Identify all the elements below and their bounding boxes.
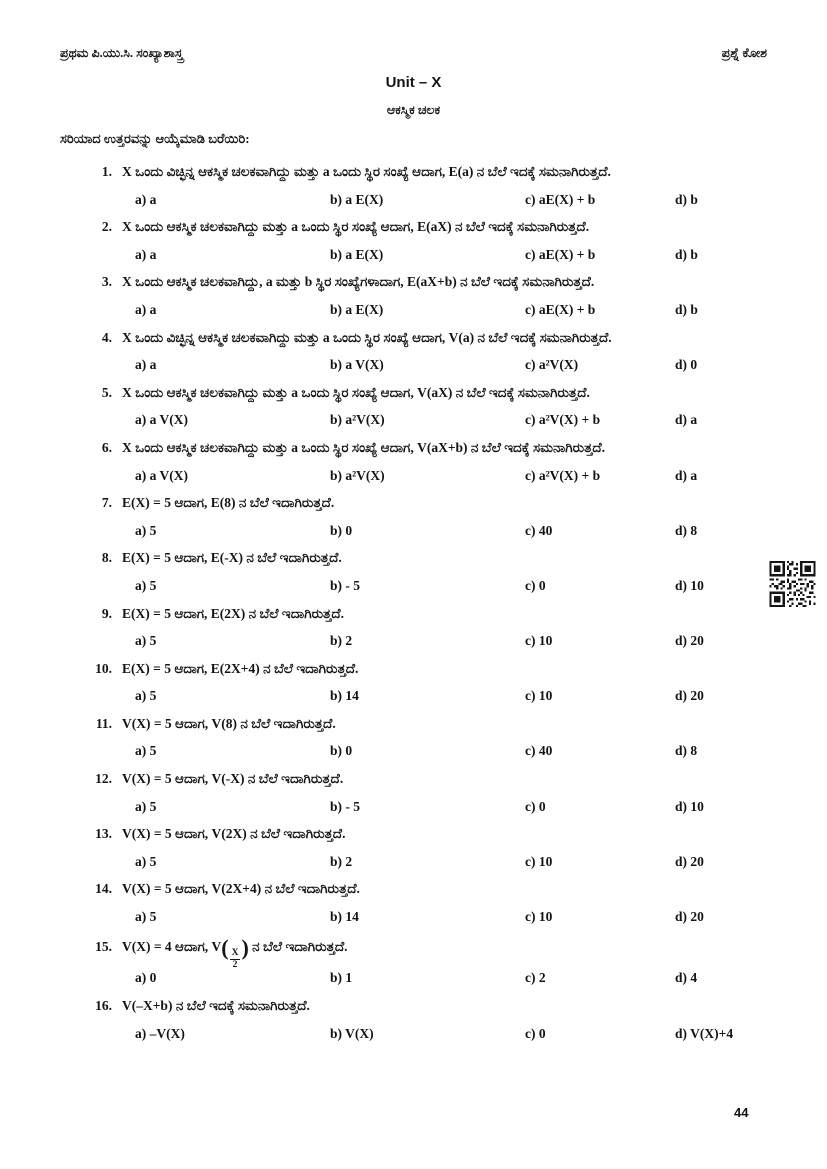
- question-text: E(X) = 5 ಆದಾಗ, E(8) ನ ಬೆಲೆ ಇದಾಗಿರುತ್ತದೆ.: [122, 495, 335, 511]
- option-a: a) 5: [135, 633, 157, 649]
- option-b: b) a V(X): [330, 357, 384, 373]
- option-a: a) 5: [135, 743, 157, 759]
- close-paren: ): [241, 934, 249, 960]
- question-number: 12.: [95, 771, 112, 787]
- question-number: 2.: [101, 219, 112, 235]
- option-b: b) 0: [330, 743, 353, 759]
- question-5: [60, 385, 777, 440]
- chapter-title: ಆಕಸ್ಮಿಕ ಚಲಕ: [386, 103, 441, 117]
- option-a: a) a: [135, 191, 157, 207]
- question-line: [60, 661, 777, 689]
- option-d: d) 20: [675, 853, 704, 869]
- option-c: c) 10: [525, 853, 553, 869]
- question-text: X ಒಂದು ವಿಚ್ಛಿನ್ನ ಆಕಸ್ಮಿಕ ಚಲಕವಾಗಿದ್ದು ಮತ್ತು a ಒಂದು ಸ್ಥಿರ ಸಂಖ್ಯೆ ಆದಾಗ, E(a) ನ ಬೆಲೆ ಇದಕ್ಕೆ ಸಮನಾಗಿರುತ್ತದೆ.: [122, 164, 611, 179]
- question-number: 7.: [101, 495, 112, 511]
- options-row: [60, 1026, 777, 1054]
- option-c: c) aE(X) + b: [525, 246, 596, 262]
- question-number: 13.: [95, 826, 112, 842]
- open-paren: (: [221, 934, 229, 960]
- qr-code-image: [768, 561, 817, 607]
- question-text: E(X) = 5 ಆದಾಗ, E(-X) ನ ಬೆಲೆ ಇದಾಗಿರುತ್ತದೆ.: [122, 550, 342, 566]
- question-4: [60, 330, 777, 385]
- question-text: [122, 934, 777, 971]
- question-text: V(X) = 5 ಆದಾಗ, V(-X) ನ ಬೆಲೆ ಇದಾಗಿರುತ್ತದೆ.: [122, 771, 344, 787]
- option-b: b) a E(X): [330, 301, 384, 317]
- question-15: [60, 934, 777, 998]
- options-row: [60, 909, 777, 937]
- question-number: 9.: [101, 605, 112, 621]
- options-row: [60, 743, 777, 771]
- option-b: b) 2: [330, 633, 353, 649]
- option-b: b) a²V(X): [330, 412, 385, 428]
- question-10: [60, 661, 777, 716]
- option-d: d) a: [675, 467, 698, 483]
- question-text: V(–X+b) ನ ಬೆಲೆ ಇದಕ್ಕೆ ಸಮನಾಗಿರುತ್ತದೆ.: [122, 998, 310, 1014]
- option-a: a) 5: [135, 853, 157, 869]
- qr-code: [768, 561, 817, 607]
- question-number: 4.: [101, 329, 112, 345]
- question-text: X ಒಂದು ಆಕಸ್ಮಿಕ ಚಲಕವಾಗಿದ್ದು, a ಮತ್ತು b ಸ್ಥಿರ ಸಂಖ್ಯೆಗಳಾದಾಗ, E(aX+b) ನ ಬೆಲೆ ಇದಕ್ಕೆ ಸಮನಾಗಿರುತ್ತದೆ.: [122, 274, 595, 290]
- header-subject: ಪ್ರಥಮ ಪಿ.ಯು.ಸಿ. ಸಂಖ್ಯಾಶಾಸ್ತ್ರ: [60, 46, 183, 60]
- question-3: [60, 274, 777, 329]
- option-b: b) a²V(X): [330, 467, 385, 483]
- option-d: d) 10: [675, 798, 704, 814]
- question-6: [60, 440, 777, 495]
- options-row: [60, 523, 777, 551]
- options-row: [60, 578, 777, 606]
- option-a: a) 0: [135, 970, 157, 986]
- question-line: [60, 550, 777, 578]
- question-11: [60, 716, 777, 771]
- option-a: a) 5: [135, 522, 157, 538]
- question-line: [60, 440, 777, 468]
- option-d: d) 20: [675, 688, 704, 704]
- question-number: 14.: [95, 881, 112, 897]
- options-row: [60, 970, 777, 998]
- option-b: b) 14: [330, 688, 359, 704]
- options-row: [60, 633, 777, 661]
- option-d: d) 8: [675, 743, 698, 759]
- question-number: 8.: [101, 550, 112, 566]
- header-question-bank: ಪ್ರಶ್ನೆ ಕೋಶ: [721, 46, 767, 60]
- option-c: c) 40: [525, 522, 553, 538]
- option-a: a) a: [135, 301, 157, 317]
- options-row: [60, 357, 777, 385]
- option-d: d) 20: [675, 909, 704, 925]
- question-text: X ಒಂದು ವಿಚ್ಛಿನ್ನ ಆಕಸ್ಮಿಕ ಚಲಕವಾಗಿದ್ದು ಮತ್ತು a ಒಂದು ಸ್ಥಿರ ಸಂಖ್ಯೆ ಆದಾಗ, V(a) ನ ಬೆಲೆ ಇದಕ್ಕೆ ಸಮನಾಗಿರುತ್ತದೆ.: [122, 329, 612, 345]
- option-c: c) aE(X) + b: [525, 191, 596, 207]
- options-row: [60, 688, 777, 716]
- question-7: [60, 495, 777, 550]
- question-line: [60, 219, 777, 247]
- option-c: c) a²V(X): [525, 357, 579, 373]
- option-c: c) a²V(X) + b: [525, 412, 601, 428]
- options-row: [60, 854, 777, 882]
- option-d: d) b: [675, 246, 698, 262]
- option-a: a) 5: [135, 909, 157, 925]
- question-text: X ಒಂದು ಆಕಸ್ಮಿಕ ಚಲಕವಾಗಿದ್ದು ಮತ್ತು a ಒಂದು ಸ್ಥಿರ ಸಂಖ್ಯೆ ಆದಾಗ, V(aX) ನ ಬೆಲೆ ಇದಕ್ಕೆ ಸಮನಾಗಿರುತ್ತದೆ.: [122, 384, 590, 400]
- question-line: [60, 716, 777, 744]
- question-number: 5.: [101, 384, 112, 400]
- question-line: [60, 164, 777, 192]
- option-a: a) 5: [135, 577, 157, 593]
- option-c: c) 10: [525, 688, 553, 704]
- option-d: d) 20: [675, 633, 704, 649]
- options-row: [60, 302, 777, 330]
- question-line: [60, 274, 777, 302]
- option-c: c) a²V(X) + b: [525, 467, 601, 483]
- question-list: [60, 164, 777, 1053]
- question-line: [60, 826, 777, 854]
- question-9: [60, 606, 777, 661]
- options-row: [60, 799, 777, 827]
- question-14: [60, 881, 777, 936]
- option-c: c) 0: [525, 1025, 546, 1041]
- option-c: c) 0: [525, 577, 546, 593]
- option-b: b) a E(X): [330, 191, 384, 207]
- option-a: a) 5: [135, 688, 157, 704]
- options-row: [60, 412, 777, 440]
- question-line: [60, 330, 777, 358]
- option-d: d) V(X)+4: [675, 1025, 734, 1041]
- page-number: 44: [734, 1105, 749, 1120]
- question-line: [60, 998, 777, 1026]
- question-text: X ಒಂದು ಆಕಸ್ಮಿಕ ಚಲಕವಾಗಿದ್ದು ಮತ್ತು a ಒಂದು ಸ್ಥಿರ ಸಂಖ್ಯೆ ಆದಾಗ, E(aX) ನ ಬೆಲೆ ಇದಕ್ಕೆ ಸಮನಾಗಿರುತ್ತದೆ.: [122, 219, 590, 235]
- question-text: V(X) = 5 ಆದಾಗ, V(2X) ನ ಬೆಲೆ ಇದಾಗಿರುತ್ತದೆ.: [122, 826, 346, 842]
- question-line: [60, 606, 777, 634]
- options-row: [60, 192, 777, 220]
- question-text: E(X) = 5 ಆದಾಗ, E(2X) ನ ಬೆಲೆ ಇದಾಗಿರುತ್ತದೆ.: [122, 605, 344, 621]
- question-number: 16.: [95, 998, 112, 1014]
- fraction: [230, 948, 241, 971]
- option-a: a) 5: [135, 798, 157, 814]
- option-b: b) 2: [330, 853, 353, 869]
- option-a: a) –V(X): [135, 1025, 185, 1041]
- question-8: [60, 550, 777, 605]
- question-number: 11.: [95, 715, 112, 731]
- question-line: [60, 934, 777, 971]
- option-d: d) 8: [675, 522, 698, 538]
- question-line: [60, 385, 777, 413]
- option-a: a) a V(X): [135, 412, 188, 428]
- question-text: V(X) = 5 ಆದಾಗ, V(2X+4) ನ ಬೆಲೆ ಇದಾಗಿರುತ್ತದೆ.: [122, 881, 360, 897]
- question-text-after: ನ ಬೆಲೆ ಇದಾಗಿರುತ್ತದೆ.: [248, 938, 348, 954]
- option-a: a) a V(X): [135, 467, 188, 483]
- question-number: 6.: [101, 439, 112, 455]
- option-d: d) b: [675, 301, 698, 317]
- question-text-before: V(X) = 4 ಆದಾಗ, V: [122, 938, 222, 954]
- option-d: d) 4: [675, 970, 698, 986]
- question-text: V(X) = 5 ಆದಾಗ, V(8) ನ ಬೆಲೆ ಇದಾಗಿರುತ್ತದೆ.: [122, 715, 336, 731]
- option-b: b) - 5: [330, 577, 360, 593]
- option-c: c) aE(X) + b: [525, 301, 596, 317]
- question-12: [60, 771, 777, 826]
- question-1: [60, 164, 777, 219]
- option-c: c) 10: [525, 633, 553, 649]
- question-16: [60, 998, 777, 1053]
- option-d: d) a: [675, 412, 698, 428]
- option-c: c) 40: [525, 743, 553, 759]
- question-line: [60, 495, 777, 523]
- option-b: b) 0: [330, 522, 353, 538]
- option-a: a) a: [135, 357, 157, 373]
- fraction-numerator: X: [231, 947, 239, 958]
- option-b: b) V(X): [330, 1025, 374, 1041]
- option-c: c) 0: [525, 798, 546, 814]
- options-row: [60, 247, 777, 275]
- question-text: E(X) = 5 ಆದಾಗ, E(2X+4) ನ ಬೆಲೆ ಇದಾಗಿರುತ್ತದೆ.: [122, 660, 359, 676]
- option-b: b) a E(X): [330, 246, 384, 262]
- question-number: 10.: [95, 660, 112, 676]
- option-b: b) 14: [330, 909, 359, 925]
- question-line: [60, 881, 777, 909]
- option-d: d) b: [675, 191, 698, 207]
- option-a: a) a: [135, 246, 157, 262]
- options-row: [60, 468, 777, 496]
- question-text: X ಒಂದು ಆಕಸ್ಮಿಕ ಚಲಕವಾಗಿದ್ದು ಮತ್ತು a ಒಂದು ಸ್ಥಿರ ಸಂಖ್ಯೆ ಆದಾಗ, V(aX+b) ನ ಬೆಲೆ ಇದಕ್ಕೆ ಸಮನಾಗಿರುತ್ತದೆ.: [122, 439, 606, 455]
- document-header: [60, 46, 767, 61]
- question-13: [60, 826, 777, 881]
- question-number: 1.: [101, 164, 112, 179]
- question-number: 3.: [101, 274, 112, 290]
- option-d: d) 0: [675, 357, 698, 373]
- question-2: [60, 219, 777, 274]
- unit-title: Unit – X: [385, 74, 442, 91]
- option-d: d) 10: [675, 577, 704, 593]
- option-c: c) 2: [525, 970, 546, 986]
- option-c: c) 10: [525, 909, 553, 925]
- instruction-text: ಸರಿಯಾದ ಉತ್ತರವನ್ನು ಆಯ್ಕೆಮಾಡಿ ಬರೆಯಿರಿ:: [60, 131, 250, 146]
- option-b: b) 1: [330, 970, 353, 986]
- option-b: b) - 5: [330, 798, 360, 814]
- question-number: 15.: [95, 938, 112, 954]
- question-line: [60, 771, 777, 799]
- fraction-denominator: 2: [232, 959, 238, 970]
